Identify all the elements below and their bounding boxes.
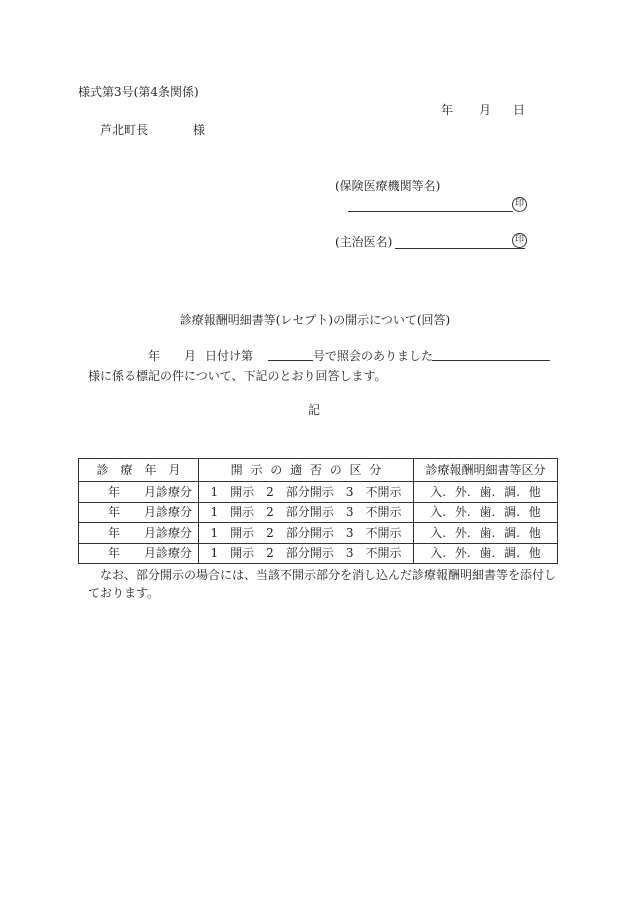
header-disclosure: 開 示 の 適 否 の 区 分 xyxy=(199,459,414,482)
row-period: 年 月診療分 xyxy=(79,502,199,523)
table-row xyxy=(79,543,558,564)
body-year: 年 xyxy=(148,349,161,363)
header-category: 診療報酬明細書等区分 xyxy=(414,459,558,482)
row-period: 年 月診療分 xyxy=(79,543,199,564)
row-category: 入. 外. 歯. 調. 他 xyxy=(414,523,558,544)
institution-seal-mark: 印 xyxy=(512,197,527,212)
body-day-ref: 日付け第 xyxy=(205,349,254,363)
disclosure-table xyxy=(78,458,558,564)
note-line-1: なお、部分開示の場合には、当該不開示部分を消し込んだ診療報酬明細書等を添付し xyxy=(100,568,557,582)
document-title: 診療報酬明細書等(レセプト)の開示について(回答) xyxy=(179,313,451,327)
addressee-name: 芦北町長 xyxy=(100,123,149,137)
row-category: 入. 外. 歯. 調. 他 xyxy=(414,502,558,523)
row-category: 入. 外. 歯. 調. 他 xyxy=(414,543,558,564)
date-month: 月 xyxy=(479,103,492,117)
body-month: 月 xyxy=(184,349,197,363)
row-disclosure: 1 開示 2 部分開示 3 不開示 xyxy=(199,543,414,564)
table-header-row xyxy=(79,459,558,482)
institution-label: (保険医療機関等名) xyxy=(335,179,441,193)
reference-number-line xyxy=(268,360,313,361)
body-number-suffix: 号で照会のありました xyxy=(313,349,434,363)
table-row xyxy=(79,523,558,544)
table-row xyxy=(79,502,558,523)
header-period: 診 療 年 月 xyxy=(79,459,199,482)
row-period: 年 月診療分 xyxy=(79,523,199,544)
date-day: 日 xyxy=(513,103,526,117)
doctor-label: (主治医名) xyxy=(335,235,393,249)
note-line-2: ております。 xyxy=(88,586,160,600)
date-year: 年 xyxy=(441,103,454,117)
addressee-honorific: 様 xyxy=(193,123,206,137)
row-period: 年 月診療分 xyxy=(79,482,199,503)
institution-name-line xyxy=(348,211,513,212)
doctor-name-line xyxy=(395,248,525,249)
form-number: 様式第3号(第4条関係) xyxy=(78,85,199,99)
row-disclosure: 1 開示 2 部分開示 3 不開示 xyxy=(199,523,414,544)
ki-heading: 記 xyxy=(308,403,321,417)
row-disclosure: 1 開示 2 部分開示 3 不開示 xyxy=(199,502,414,523)
table-row xyxy=(79,482,558,503)
patient-name-line xyxy=(432,360,550,361)
doctor-seal-mark: 印 xyxy=(512,233,527,248)
body-line-2: 様に係る標記の件について、下記のとおり回答します。 xyxy=(88,369,387,383)
row-category: 入. 外. 歯. 調. 他 xyxy=(414,482,558,503)
row-disclosure: 1 開示 2 部分開示 3 不開示 xyxy=(199,482,414,503)
